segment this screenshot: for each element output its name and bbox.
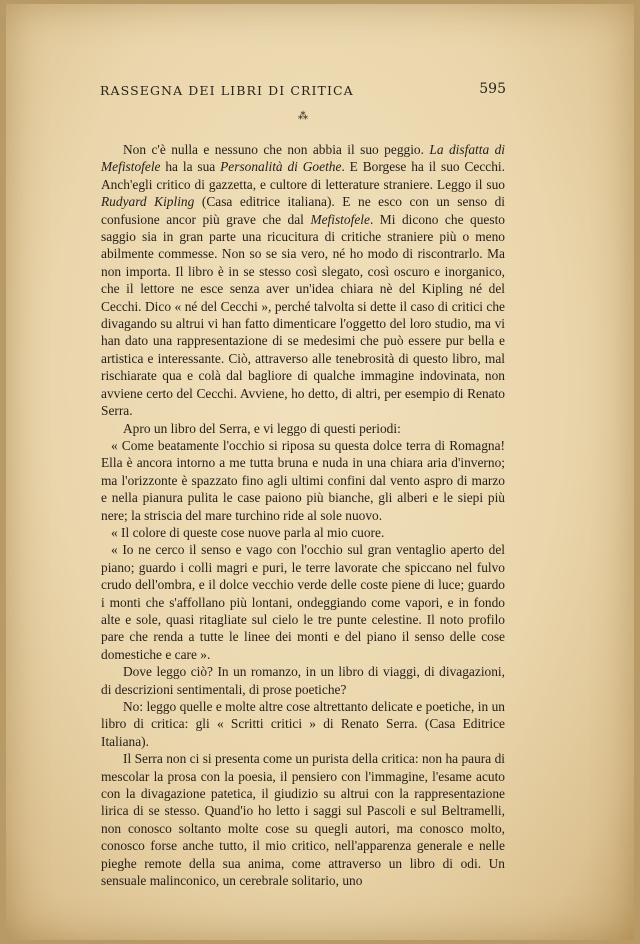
italic-title: Rudyard Kipling: [101, 194, 195, 210]
book-page: [6, 4, 634, 940]
text-run: ha la sua: [160, 159, 221, 175]
quote-paragraph: « Il colore di queste cose nuove parla al mio cuore.: [111, 524, 385, 540]
italic-title: Mefistofele: [310, 211, 370, 227]
paragraph: [101, 141, 505, 420]
running-header: [100, 83, 506, 103]
running-title: RASSEGNA DEI LIBRI DI CRITICA: [100, 83, 354, 98]
italic-title: La disfatta di Mefistofele: [101, 142, 505, 175]
paragraph: No: leggo quelle e molte altre cose altrettanto delicate e poetiche, in un libro di critica: gli « Scritti critici » di Renato Serra. (Casa Editrice Italiana).: [101, 699, 505, 749]
text-run: . Mi dicono che questo saggio sia in gran parte una ricucitura di critiche straniere più o meno abilmente commesse. Non so se sia vero, né ho modo di riscontrarlo. Ma non importa. Il libro è in se stesso così slegato, così oscuro e inorganico, che il lettore ne esce senza aver un'idea chiara nè del Kipling né del Cecchi. Dico « né del Cecchi », perché talvolta si dette il caso di critici che divagando su altrui vi han fatto dimenticare l'oggetto del loro studio, ma vi han dato una rappresentazione di se medesimi che può essere pur bella e artistica e interessante. Ciò, attraverso alle tenebrosità di questo libro, mal rischiarate qua e colà dal bagliore di qualche immagine indovinata, non avviene certo del Cecchi. Avviene, ho detto, di altri, per esempio di Renato Serra.: [101, 211, 505, 419]
quote-paragraph: « Come beatamente l'occhio si riposa su questa dolce terra di Romagna! Ella è ancora intorno a me tutta bruna e nuda in una chiara aria d'inverno; ma l'orizzonte è spazzato fino agli ultimi confini dal vento aspro di marzo e nella pianura pulita le case paiono più bianche, gli alberi e le siepi più nere; la striscia del mare turchino ride al sole nuovo.: [101, 437, 505, 523]
italic-title: Personalità di Goethe: [220, 159, 342, 175]
text-run: Non c'è nulla e nessuno che non abbia il suo peggio.: [123, 142, 430, 157]
asterism-divider: ⁂: [298, 111, 308, 122]
paragraph: Dove leggo ciò? In un romanzo, in un libro di viaggi, di divagazioni, di descrizioni sentimentali, di prose poetiche?: [101, 664, 505, 697]
text-run: . E Borgese ha il suo Cecchi. Anch'egli critico di gazzetta, e cultore di letterature straniere. Leggo il suo: [101, 159, 505, 192]
paragraph: Apro un libro del Serra, e vi leggo di questi periodi:: [123, 420, 401, 436]
paragraph: Il Serra non ci si presenta come un purista della critica: non ha paura di mescolar la prosa con la poesia, il pensiero con l'immagine, l'esame acuto con la divagazione patetica, il giudizio su altrui con la rappresentazione lirica di se stesso. Quand'io ho letto i saggi sul Pascoli e sul Beltramelli, non conosco soltanto molte cose su quegli autori, ma conosco molto, conosco forse anche tutto, il mio critico, nell'apparenza generale e nelle pieghe remote della sua anima, come attraverso un libro di odi. Un sensuale malinconico, un cerebrale solitario, uno: [101, 751, 505, 889]
quote-paragraph: « Io ne cerco il senso e vago con l'occhio sul gran ventaglio aperto del piano; guardo i colli magri e puri, le terre lavorate che spiccano nel fulvo crudo dell'ombra, e il dolce vecchio verde delle coste piene di luce; guardo i monti che s'affollano più lontani, ondeggiando come vapori, e in fondo alte e sole, quasi ritagliate sul cielo le tre punte celestine. Il noto profilo pare che renda a tutte le linee dei monti e del piano il senso delle cose domestiche e care ».: [101, 542, 505, 662]
text-run: (Casa editrice italiana). E ne esco con un senso di confusione ancor più grave che dal: [101, 194, 505, 227]
body-text: [101, 141, 505, 889]
page-number: 595: [479, 81, 506, 97]
